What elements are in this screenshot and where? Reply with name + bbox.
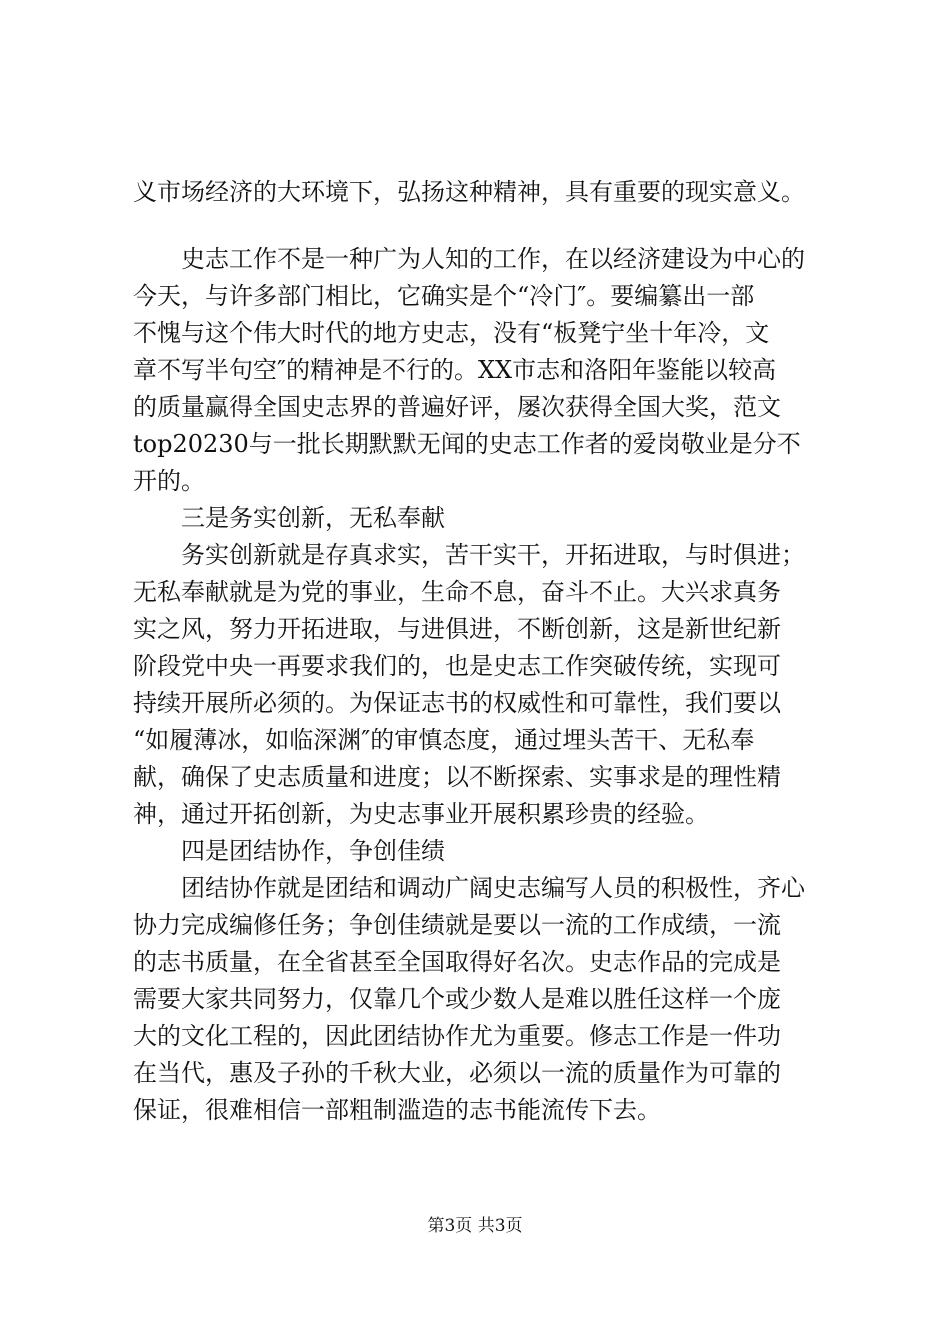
text-line: 开的。 (133, 467, 205, 495)
text-line: 保证，很难相信一部粗制滥造的志书能流传下去。 (133, 1096, 661, 1124)
text-line: 的质量赢得全国史志界的普遍好评，屡次获得全国大奖，范文 (133, 393, 781, 421)
text-line: 在当代，惠及子孙的千秋大业，必须以一流的质量作为可靠的 (133, 1059, 781, 1087)
text-line: 史志工作不是一种广为人知的工作，在以经济建设为中心的 (133, 245, 805, 273)
text-line: 团结协作就是团结和调动广阔史志编写人员的积极性，齐心 (133, 874, 805, 902)
text-line: 务实创新就是存真求实，苦干实干，开拓进取，与时俱进； (133, 541, 805, 569)
text-line: “如履薄冰，如临深渊″的审慎态度，通过埋头苦干、无私奉 (133, 726, 755, 754)
text-line: top20230与一批长期默默无闻的史志工作者的爱岗敬业是分不 (133, 430, 801, 458)
section-heading: 四是团结协作，争创佳绩 (133, 837, 445, 865)
text-line: 实之风，努力开拓进取，与进俱进，不断创新，这是新世纪新 (133, 615, 781, 643)
text-line: 大的文化工程的，因此团结协作尤为重要。修志工作是一件功 (133, 1022, 781, 1050)
text-line: 持续开展所必须的。为保证志书的权威性和可靠性，我们要以 (133, 689, 781, 717)
page-number-footer: 第3页 共3页 (427, 1216, 523, 1236)
document-body (133, 174, 833, 1129)
text-line: 今天，与许多部门相比，它确实是个“冷门″。要编纂出一部 (133, 282, 755, 310)
text-line: 需要大家共同努力，仅靠几个或少数人是难以胜任这样一个庞 (133, 985, 781, 1013)
text-line: 的志书质量，在全省甚至全国取得好名次。史志作品的完成是 (133, 948, 781, 976)
text-line: 无私奉献就是为党的事业，生命不息，奋斗不止。大兴求真务 (133, 578, 781, 606)
text-line: 阶段党中央一再要求我们的，也是史志工作突破传统，实现可 (133, 652, 781, 680)
text-line: 协力完成编修任务；争创佳绩就是要以一流的工作成绩，一流 (133, 911, 781, 939)
paragraph-gap (133, 211, 833, 241)
text-line: 神，通过开拓创新，为史志事业开展积累珍贵的经验。 (133, 800, 709, 828)
text-line: 不愧与这个伟大时代的地方史志，没有“板凳宁坐十年冷，文 (133, 319, 770, 347)
text-line: 章不写半句空″的精神是不行的。XX市志和洛阳年鉴能以较高 (133, 356, 777, 384)
text-line: 义市场经济的大环境下，弘扬这种精神，具有重要的现实意义。 (133, 178, 805, 206)
text-line: 献，确保了史志质量和进度；以不断探索、实事求是的理性精 (133, 763, 781, 791)
section-heading: 三是务实创新，无私奉献 (133, 504, 445, 532)
